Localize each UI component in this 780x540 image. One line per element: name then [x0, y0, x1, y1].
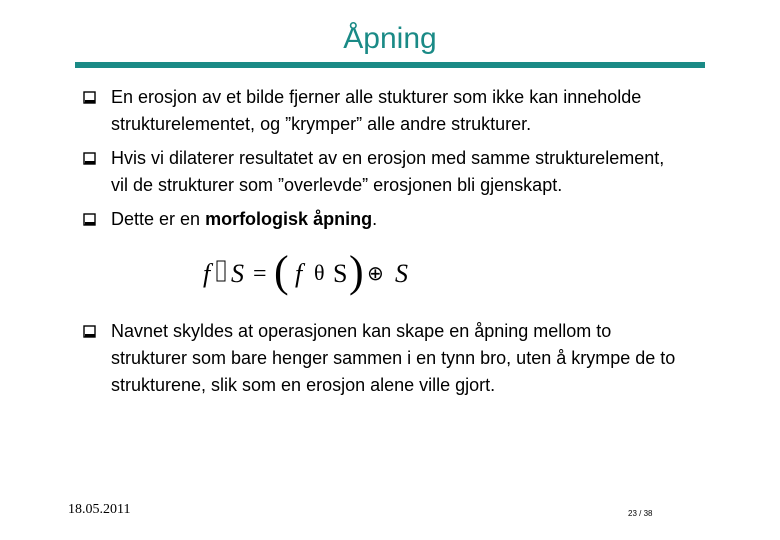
bullet-item-dilation [83, 145, 683, 199]
title-underline [75, 62, 705, 68]
footer-date: 18.05.2011 [68, 502, 131, 517]
bullet-text: Hvis vi dilaterer resultatet av en erosjon med samme strukturelement, vil de strukturer som ”overlevde” erosjonen bli gjenskapt. [111, 148, 665, 195]
formula-right-paren: ) [349, 247, 364, 296]
bullet-text-tail: . [372, 209, 378, 229]
slide-title: Åpning [343, 22, 437, 55]
bullet-text: En erosjon av et bilde fjerner alle stukturer som ikke kan inneholde strukturelementet, og ”krymper” alle andre strukturer. [111, 87, 642, 134]
bullet-text [111, 206, 683, 233]
formula-f-inner: f [295, 259, 303, 288]
bullet-text: Navnet skyldes at operasjonen kan skape en åpning mellom to strukturer som bare henger sammen i en tynn bro, uten å krympe de to strukturene, slik som en erosjon alene ville gjort. [111, 321, 676, 395]
formula-theta: θ [314, 260, 325, 285]
bullet-text-lead: Dette er en [111, 209, 206, 229]
opening-formula [197, 246, 422, 298]
formula-oplus: ⊕ [367, 261, 384, 285]
checkbox-bullet-icon [83, 152, 96, 165]
formula-equals: = [253, 261, 267, 287]
footer-page-number: 23 / 38 [628, 509, 653, 518]
bullet-item-opening [83, 206, 683, 233]
formula-s: S [231, 259, 244, 288]
formula-missing-glyph [217, 261, 225, 281]
checkbox-bullet-icon [83, 325, 96, 338]
bullet-text-bold: morfologisk åpning [205, 209, 373, 229]
formula-s-inner: S [333, 259, 348, 288]
checkbox-bullet-icon [83, 91, 96, 104]
formula-s-final: S [395, 259, 408, 288]
formula-left-paren: ( [274, 247, 289, 296]
bullet-item-erosion [83, 84, 683, 138]
formula-f: f [203, 259, 211, 288]
checkbox-bullet-icon [83, 213, 96, 226]
bullet-item-name-origin [83, 318, 683, 399]
